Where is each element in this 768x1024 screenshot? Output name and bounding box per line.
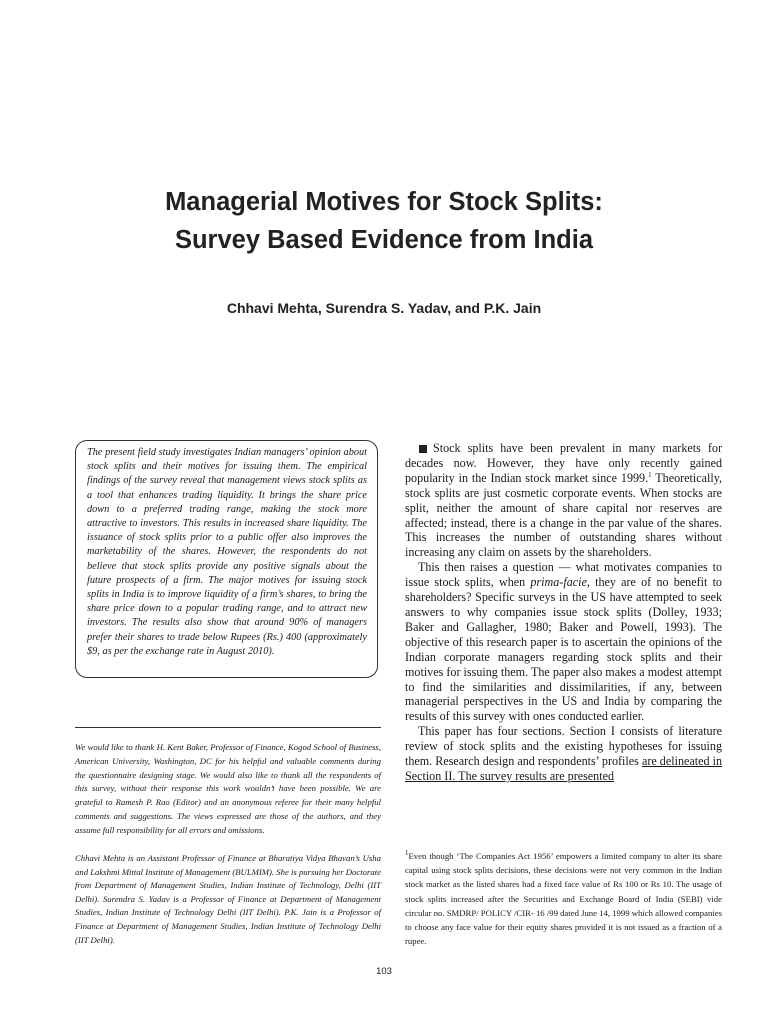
body-column [405,441,722,784]
section-start-square-icon [419,445,427,453]
abstract-box [75,440,378,678]
footnote-divider [75,727,381,728]
paper-title [0,183,768,259]
body-paragraph-2-after: they are of no benefit to shareholders? Specific surveys in the US have attempted to seek answers to why companies issue stock splits (Dolley, 1933; Baker and Gallagher, 1980; Baker and Powell, 1993). The objective of this research paper is to ascertain the opinions of the Indian corporate managers regarding stock splits and their motives for issuing them. The paper also makes a modest attempt to find the similarities and dissimilarities, if any, between managerial perspectives in the US and India by comparing the results of this survey with ones conducted earlier. [405,575,722,724]
paper-title-line-2: Survey Based Evidence from India [174,226,594,254]
body-paragraph-2-italic: prima-facie, [530,575,590,590]
body-paragraph-3-text: This paper has four sections. Section I consists of literature review of stock splits and the existing hypotheses for issuing them. Research design and respondents’ profiles [405,724,722,769]
body-paragraph-1-rest: Theoretically, stock splits are just cosmetic corporate events. When stocks are split, neither the amount of share capital nor reserves are affected; instead, there is a change in the par value of the shares. This increases the number of outstanding shares without increasing any claim on assets by the shareholders. [405,470,722,560]
author-bio-note: Chhavi Mehta is an Assistant Professor of Finance at Bharatiya Vidya Bhavan’s Usha and Lakshmi Mittal Institute of Management (BULMIM). She is pursuing her Doctorate from Department of Management Studies, Indian Institute of Technology, Delhi (IIT Delhi). Surendra S. Yadav is a Professor of Finance at Department of Management Studies, Indian Institute of Technology Delhi (IIT Delhi). P.K. Jain is a Professor of Finance at Department of Management Studies, Indian Institute of Technology Delhi (IIT Delhi). [75,853,381,945]
body-paragraph-2-before: This then raises a question — what motivates companies to issue stock splits, when [405,560,722,590]
footnote-text: Even though ‘The Companies Act 1956’ empowers a limited company to alter its share capital using stock splits decisions, these decisions were not very common in the Indian stock market as the listed shares had a fixed face value of Rs 100 or Rs 10. The usage of stock splits increased after the Securities and Exchange Board of India (SEBI) vide circular no. SMDRP/ POLICY /CIR- 16 /99 dated June 14, 1999 which allowed companies to choose any face value for their equity shares provided it is not issued as a fraction of a rupee. [405,851,722,947]
body-paragraph-1 [405,441,722,560]
body-paragraph-2 [405,560,722,724]
body-paragraph-3 [405,724,722,784]
body-paragraph-3-underlined: are delineated in Section II. The survey results are presented [405,754,722,783]
acknowledgement-note: We would like to thank H. Kent Baker, Professor of Finance, Kogod School of Business, American University, Washington, DC for his helpful and valuable comments during the questionnaire designing stage. We would also like to thank all the respondents of this survey, without their response this work wouldn’t have been possible. We are grateful to Ramesh P. Rao (Editor) and an anonymous referee for their many helpful comments and suggestions. The views expressed are those of the authors, and they assume full responsibility for all errors and omissions. [75,742,381,835]
footnote-reference: 1 [648,470,652,479]
paper-title-line-1: Managerial Motives for Stock Splits: [165,188,603,216]
page-number: 103 [376,966,392,977]
author-list: Chhavi Mehta, Surendra S. Yadav, and P.K. Jain [226,300,542,316]
footnote-marker: 1 [405,849,409,858]
footnote [405,849,722,948]
body-paragraph-1-text: Stock splits have been prevalent in many markets for decades now. However, they have only recently gained popularity in the Indian stock market since 1999. [405,441,722,485]
abstract-text: The present field study investigates Indian managers’ opinion about stock splits and their motives for issuing them. The empirical findings of the survey reveal that management views stock splits as a tool that enhances trading liquidity. It brings the share price down to a preferred trading range, making the stock more attractive to investors. This results in increased share liquidity. The issuance of stock splits prior to a public offer also improves the marketability of the shares. However, the respondents do not believe that stock splits provide any positive signals about the future prospects of a firm. The major motives for issuing stock splits in India is to improve liquidity of a firm’s shares, to bring the share price down to a popular trading range, and to attract new investors. The results also show that around 90% of managers prefer their shares to trade below Rupees (Rs.) 400 (approximately $9, as per the exchange rate in August 2010). [87,447,367,657]
